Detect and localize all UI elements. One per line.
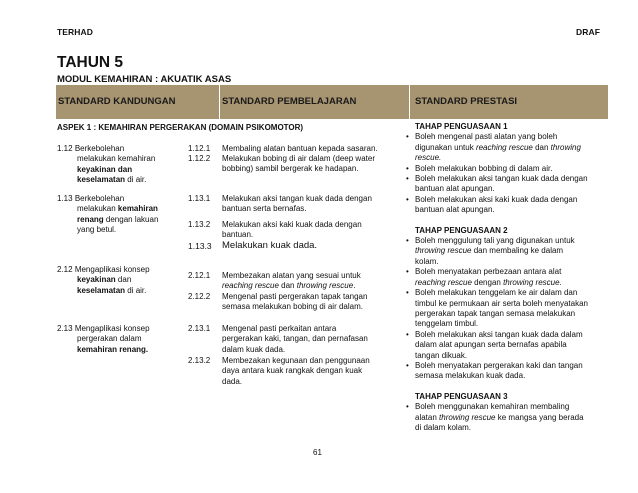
pembelajaran-item-2-12-1: 2.12.1 Membezakan alatan yang sesuai untuk reaching rescue dan throwing rescue. <box>188 271 361 291</box>
bullet-icon: • <box>406 360 409 370</box>
prestasi-item: • Boleh melakukan bobbing di dalam air. <box>406 163 553 173</box>
prestasi-column <box>406 122 609 433</box>
tahap-heading-3: TAHAP PENGUASAAN 3 <box>415 391 508 401</box>
bullet-icon: • <box>406 174 409 184</box>
tahap-heading-2: TAHAP PENGUASAAN 2 <box>415 225 508 235</box>
bullet-icon: • <box>406 236 409 246</box>
pembelajaran-item-1-13-3: 1.13.3 Melakukan kuak dada. <box>188 240 318 251</box>
bullet-icon: • <box>406 163 409 173</box>
aspect-heading: ASPEK 1 : KEMAHIRAN PERGERAKAN (DOMAIN PSIKOMOTOR) <box>57 123 304 132</box>
table-header-band <box>56 85 608 119</box>
column-divider <box>409 85 410 119</box>
pembelajaran-code: 2.13.2 <box>188 356 211 365</box>
bullet-icon: • <box>406 288 409 298</box>
bullet-icon: • <box>406 267 409 277</box>
prestasi-item: • Boleh melakukan aksi tangan kuak dada dalam dalam alat apungan serta bernafas apabila tangan dikuak. <box>406 329 583 360</box>
bullet-icon: • <box>406 329 409 339</box>
pembelajaran-item-1-12-1: 1.12.1 Membaling alatan bantuan kepada sasaran. <box>188 144 378 153</box>
pembelajaran-code: 1.13.1 <box>188 194 211 203</box>
kandungan-number: 1.13 <box>57 194 73 203</box>
prestasi-item: • Boleh melakukan tenggelam ke air dalam dan timbul ke permukaan air serta boleh menyatakan pergerakan tapak tangan semasa melakukan tenggelam timbul. <box>406 288 588 329</box>
prestasi-item: • Boleh melakukan aksi tangan kuak dada dengan bantuan alat apungan. <box>406 174 588 194</box>
pembelajaran-code: 1.12.2 <box>188 154 211 163</box>
kandungan-item-2-12: 2.12 Mengaplikasi konsep keyakinan dan keselamatan di air. <box>57 265 150 295</box>
prestasi-item: • Boleh melakukan aksi kaki kuak dada dengan bantuan alat apungan. <box>406 194 578 215</box>
pembelajaran-code: 2.13.1 <box>188 324 211 333</box>
pembelajaran-item-1-12-2: 1.12.2 Melakukan bobing di air dalam (deep water bobbing) sambil bergerak ke hadapan. <box>188 154 375 174</box>
pembelajaran-item-2-13-1: 2.13.1 Mengenal pasti perkaitan antara pergerakan kaki, tangan, dan pernafasan dalam kuak dada. <box>188 324 368 354</box>
classification-label: TERHAD <box>57 27 94 37</box>
draft-label: DRAF <box>576 27 601 37</box>
kandungan-item-1-12: 1.12 Berkebolehan melakukan kemahiran keyakinan dan keselamatan di air. <box>57 144 156 185</box>
column-header-prestasi: STANDARD PRESTASI <box>415 96 518 107</box>
pembelajaran-code: 2.12.1 <box>188 271 211 280</box>
pembelajaran-item-2-12-2: 2.12.2 Mengenal pasti pergerakan tapak tangan semasa melakukan bobing di air dalam. <box>188 292 368 312</box>
prestasi-item: • Boleh menggulung tali yang digunakan untuk throwing rescue dan membaling ke dalam kolam. <box>406 236 575 266</box>
prestasi-item: • Boleh mengenal pasti alatan yang boleh digunakan untuk reaching rescue dan throwing rescue. <box>406 132 581 163</box>
bullet-icon: • <box>406 402 409 412</box>
kandungan-number: 1.12 <box>57 144 73 153</box>
pembelajaran-item-1-13-2: 1.13.2 Melakukan aksi kaki kuak dada dengan bantuan. <box>188 220 362 240</box>
bullet-icon: • <box>406 132 409 142</box>
kandungan-number: 2.13 <box>57 324 73 333</box>
bullet-icon: • <box>406 194 409 204</box>
prestasi-item: • Boleh menyatakan pergerakan kaki dan tangan semasa melakukan kuak dada. <box>406 360 583 381</box>
kandungan-number: 2.12 <box>57 265 73 274</box>
kandungan-item-1-13: 1.13 Berkebolehan melakukan kemahiran renang dengan lakuan yang betul. <box>57 194 159 235</box>
pembelajaran-code: 2.12.2 <box>188 292 211 301</box>
pembelajaran-code: 1.12.1 <box>188 144 211 153</box>
column-divider <box>219 85 220 119</box>
pembelajaran-code: 1.13.2 <box>188 220 211 229</box>
pembelajaran-code: 1.13.3 <box>188 241 212 251</box>
prestasi-item: • Boleh menggunakan kemahiran membaling alatan throwing rescue ke mangsa yang berada di dalam kolam. <box>406 402 584 432</box>
prestasi-item: • Boleh menyatakan perbezaan antara alat reaching rescue dengan throwing rescue. <box>406 267 562 287</box>
pembelajaran-item-1-13-1: 1.13.1 Melakukan aksi tangan kuak dada dengan bantuan serta bernafas. <box>188 194 372 214</box>
column-header-kandungan: STANDARD KANDUNGAN <box>58 96 176 107</box>
column-header-pembelajaran: STANDARD PEMBELAJARAN <box>222 96 357 107</box>
page-number: 61 <box>313 448 322 457</box>
page-title: TAHUN 5 <box>57 54 124 71</box>
module-subtitle: MODUL KEMAHIRAN : AKUATIK ASAS <box>57 74 232 85</box>
pembelajaran-item-2-13-2: 2.13.2 Membezakan kegunaan dan penggunaan daya antara kuak rangkak dengan kuak dada. <box>188 356 370 386</box>
tahap-heading-1: TAHAP PENGUASAAN 1 <box>415 122 508 131</box>
kandungan-item-2-13: 2.13 Mengaplikasi konsep pergerakan dalam kemahiran renang. <box>57 324 150 354</box>
